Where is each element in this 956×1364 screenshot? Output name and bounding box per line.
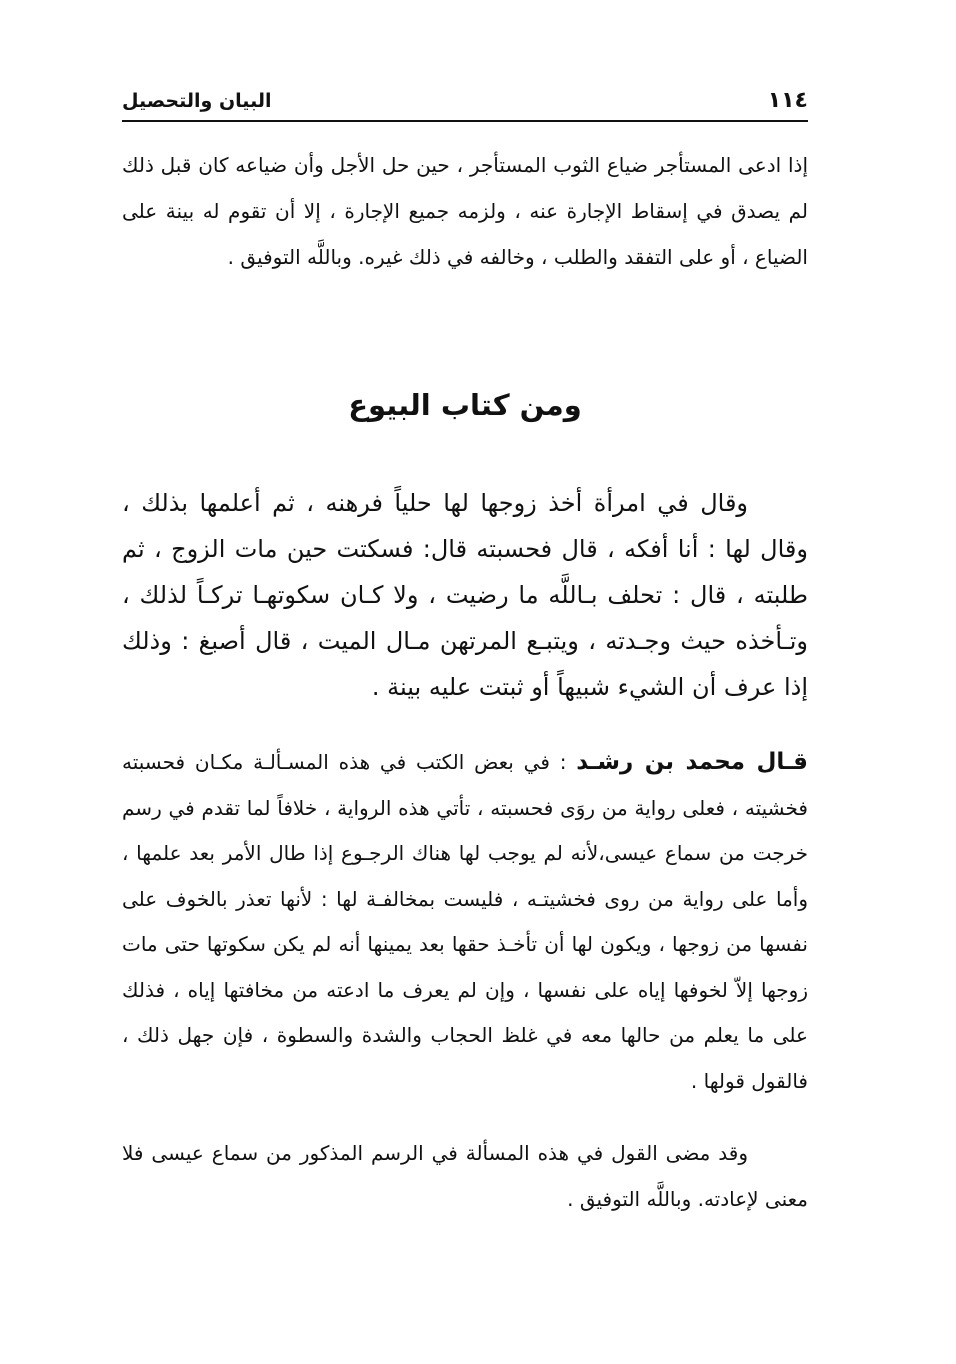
section-heading: ومن كتاب البيوع [348,388,582,422]
page-number: ١١٤ [767,88,808,113]
main-paragraph: وقال في امرأة أخذ زوجها لها حلياً فرهنه ، ثم أعلمها بذلك ، وقال لها : أنا أفكه ، قال فحسبته قال: فسكتت حين مات الزوج ، ثم طلبته ، قال : تحلف بـاللَّه ما رضيت ، ولا كـان سكوتهـا تركـاً لذلك ، وتـأخذه حيث وجـدته ، ويتبـع المرتهن مـال الميت ، قال أصبغ : وذلك إذا عرف أن الشيء شبيهاً أو ثبتت عليه بينة . [122,489,808,701]
running-title: البيان والتحصيل [122,90,272,112]
commentary-paragraph [122,740,808,1104]
intro-paragraph-block [122,142,808,280]
page-header [122,82,808,122]
closing-paragraph-block [122,1130,808,1222]
closing-paragraph: وقد مضى القول في هذه المسألة في الرسم المذكور من سماع عيسى فلا معنى لإعادته. وباللَّه التوفيق . [122,1141,808,1211]
commentary-text: : في بعض الكتب في هذه المسـألـة مكـان فحسبته فخشيته ، فعلى رواية من روَى فحسبته ، تأتي هذه الرواية ، خلافاً لما تقدم في رسم خرجت من سماع عيسى،لأنه لم يوجب لها هناك الرجـوع إذا طال الأمر بعد علمها ، وأما على رواية من روى فخشيتـه ، فليست بمخالفـة لها : لأنها تعذر بالخوف على نفسها من زوجها ، ويكون لها أن تأخـذ حقها بعد يمينها أنه لم يكن سكوتها حتى مات زوجها إلاّ لخوفها إياه على نفسها ، وإن لم يعرف ما ادعته من مخافتها إياه ، فذلك على ما يعلم من حالها معه في غلظ الحجاب والشدة والسطوة ، فإن جهل ذلك ، فالقول قولها . [122,750,808,1093]
main-paragraph-block [122,480,808,710]
commentary-block [122,740,808,1104]
intro-paragraph: إذا ادعى المستأجر ضياع الثوب المستأجر ، حين حل الأجل وأن ضياعه كان قبل ذلك لم يصدق في إسقاط الإجارة عنه ، ولزمه جميع الإجارة ، إلا أن تقوم له بينة على الضياع ، أو على التفقد والطلب ، وخالفه في ذلك غيره. وباللَّه التوفيق . [122,153,808,269]
commentary-speaker: قـال محمد بن رشـد [576,749,808,775]
